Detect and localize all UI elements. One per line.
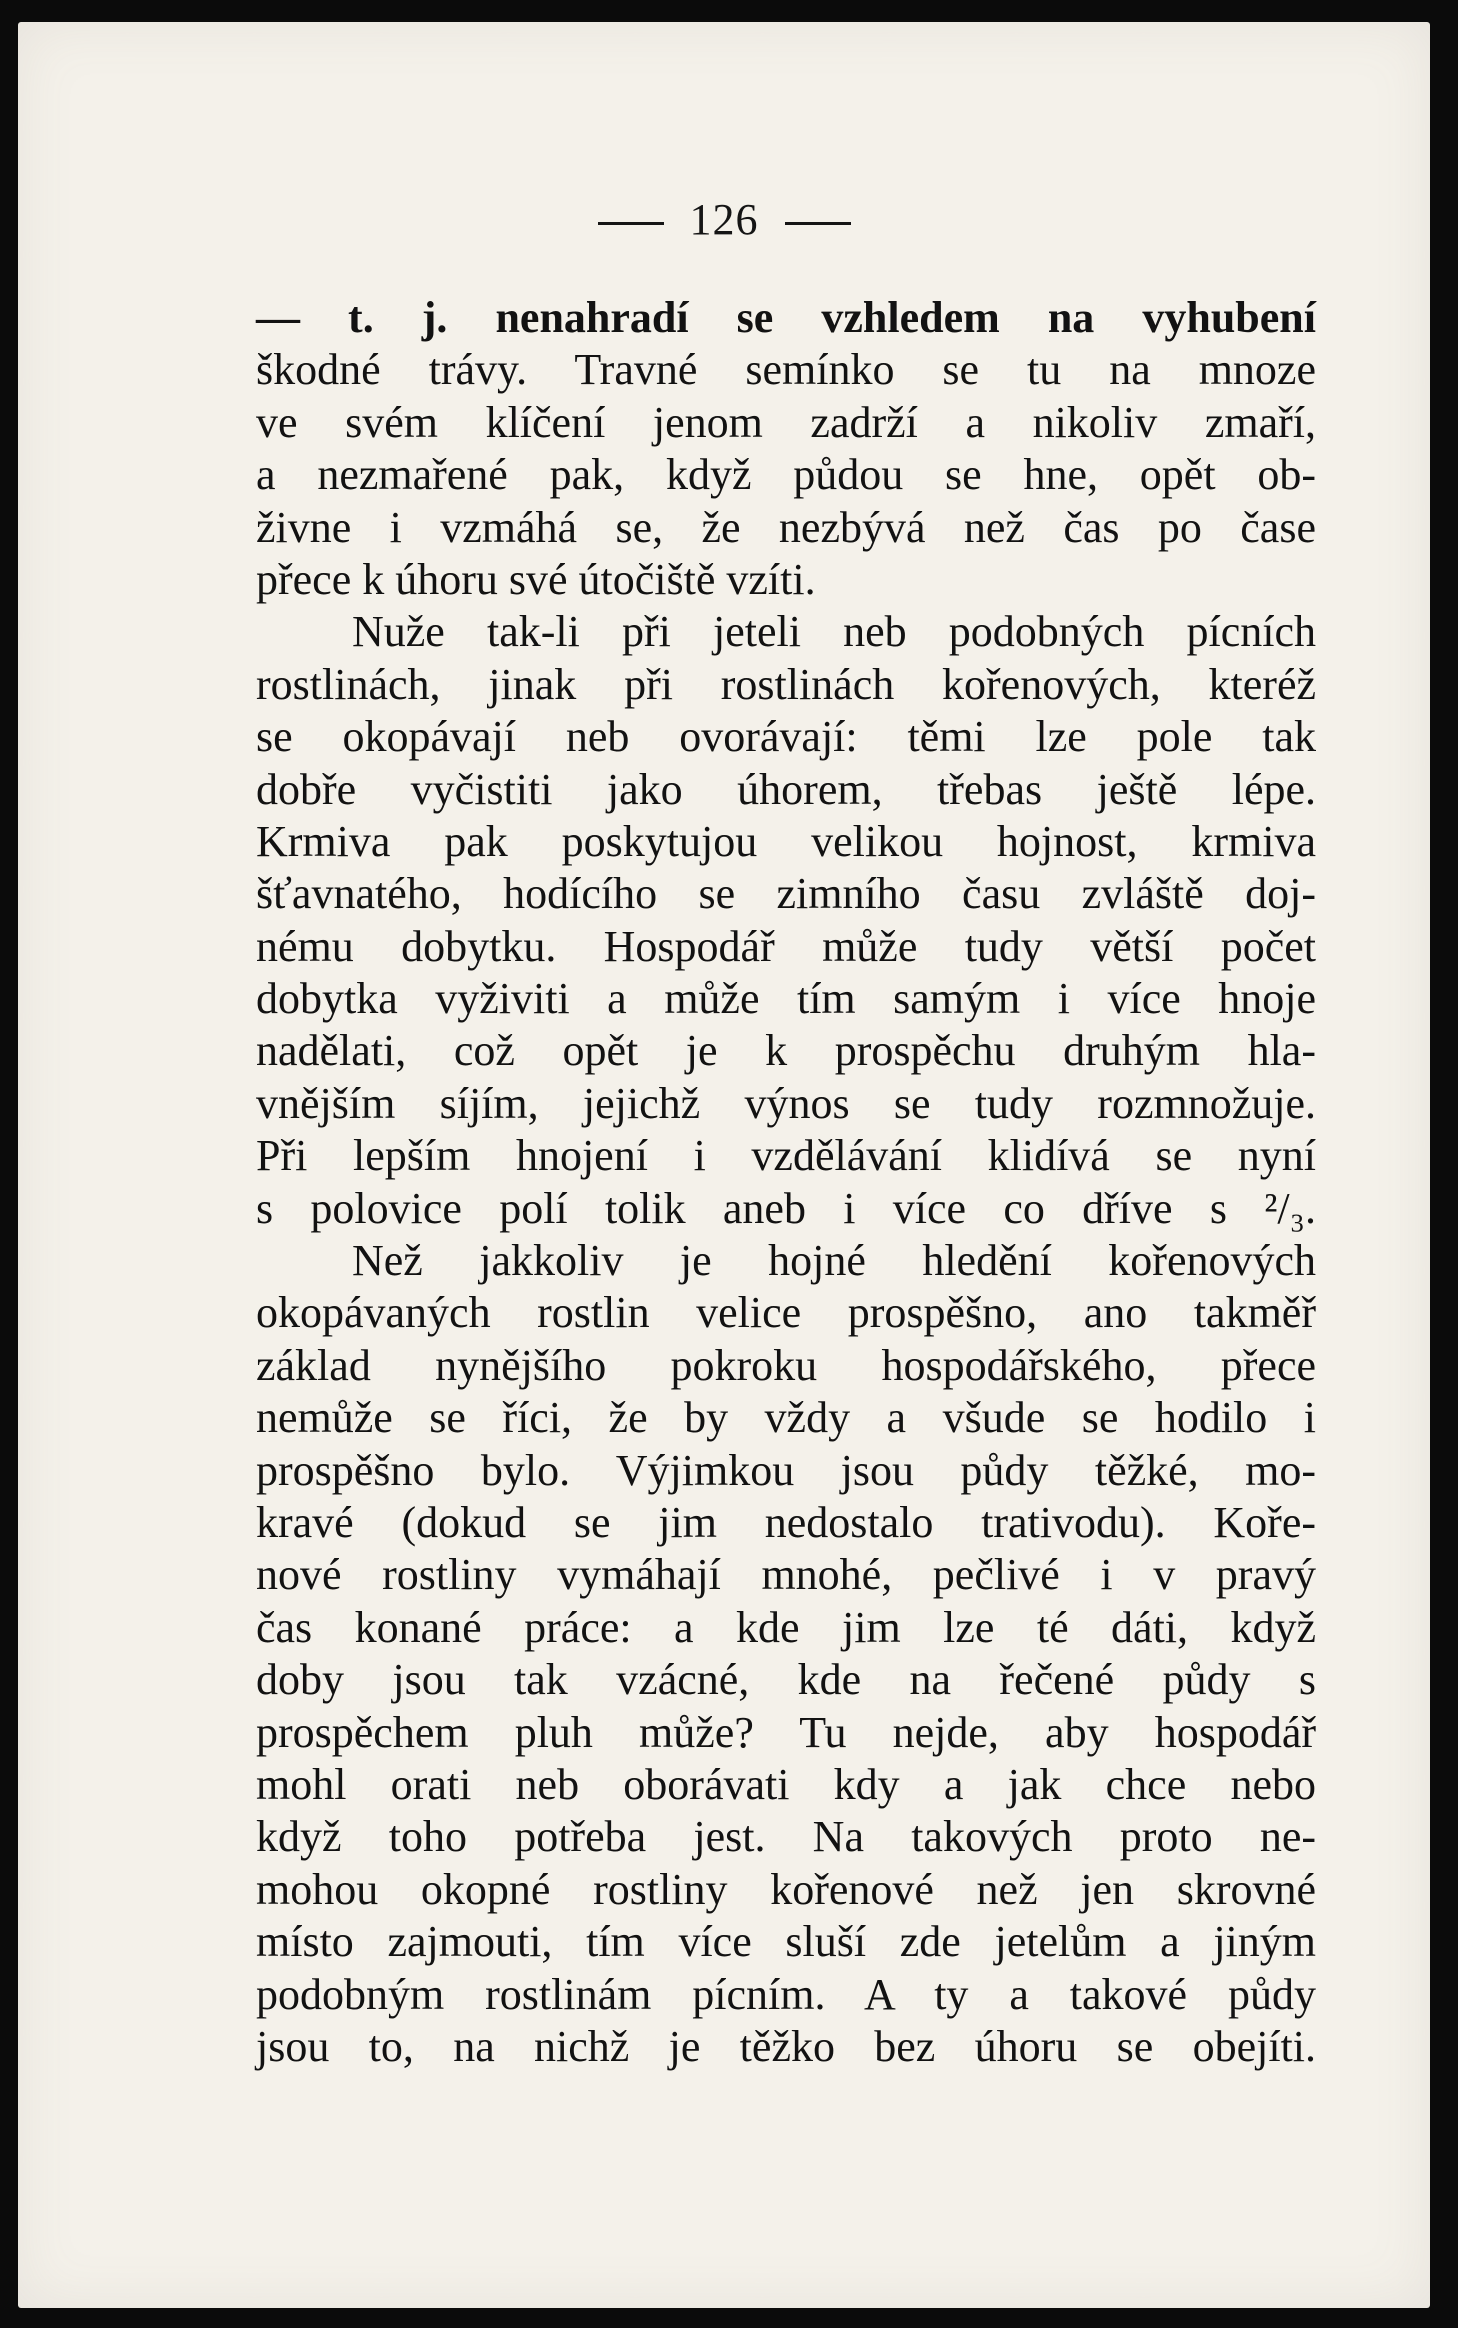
text-line: nému dobytku. Hospodář může tudy větší počet (256, 921, 1316, 971)
text-line: základ nynějšího pokroku hospodářského, přece (256, 1340, 1316, 1390)
text-line: nové rostliny vymáhají mnohé, pečlivé i v pravý (256, 1550, 1316, 1600)
text-line: dobytka vyživiti a může tím samým i více hnoje (256, 974, 1316, 1024)
header-dash-left (598, 222, 664, 225)
text-line: okopávaných rostlin velice prospěšno, ano takměř (256, 1288, 1316, 1338)
text-line: místo zajmouti, tím více sluší zde jetelům a jiným (256, 1917, 1316, 1967)
text-line: škodné trávy. Travné semínko se tu na mnoze (256, 345, 1316, 395)
text-line: — t. j. nenahradí se vzhledem na vyhubení (256, 293, 1316, 342)
text-line: ve svém klíčení jenom zadrží a nikoliv zmaří, (256, 397, 1316, 447)
text-line: rostlinách, jinak při rostlinách kořenových, kteréž (256, 659, 1316, 709)
body-text (256, 292, 1316, 2073)
page-number: 126 (689, 195, 759, 244)
header-dash-right (785, 222, 851, 225)
text-line: mohou okopné rostliny kořenové než jen skrovné (256, 1864, 1316, 1914)
page-header (18, 194, 1430, 245)
text-line: doby jsou tak vzácné, kde na řečené půdy s (256, 1655, 1316, 1705)
text-line: vnějším síjím, jejichž výnos se tudy rozmnožuje. (256, 1078, 1316, 1128)
text-line: jsou to, na nichž je těžko bez úhoru se obejíti. (256, 2021, 1316, 2071)
text-line: nadělati, což opět je k prospěchu druhým hla- (256, 1026, 1316, 1076)
text-line: Krmiva pak poskytujou velikou hojnost, krmiva (256, 816, 1316, 866)
text-line: Při lepším hnojení i vzdělávání klidívá se nyní (256, 1131, 1316, 1181)
text-line: prospěchem pluh může? Tu nejde, aby hospodář (256, 1707, 1316, 1757)
text-line: mohl orati neb oborávati kdy a jak chce nebo (256, 1759, 1316, 1809)
text-line: se okopávají neb ovorávají: těmi lze pole tak (256, 712, 1316, 762)
text-line: Než jakkoliv je hojné hledění kořenových (352, 1236, 1316, 1286)
text-line: kravé (dokud se jim nedostalo trativodu). Kořе- (256, 1497, 1316, 1547)
text-line: dobře vyčistiti jako úhorem, třebas ještě lépe. (256, 764, 1316, 814)
text-line: nemůže se říci, že by vždy a všude se hodilo i (256, 1393, 1316, 1443)
text-line: a nezmařené pak, když půdou se hne, opět ob- (256, 450, 1316, 500)
text-line: s polovice polí tolik aneb i více co dříve s ²/₃. (256, 1183, 1316, 1233)
text-line: živne i vzmáhá se, že nezbývá než čas po čase (256, 502, 1316, 552)
text-line: prospěšno bylo. Výjimkou jsou půdy těžké, mo- (256, 1445, 1316, 1495)
text-line: přece k úhoru své útočiště vzíti. (256, 554, 816, 604)
text-line: Nuže tak-li při jeteli neb podobných pícních (352, 607, 1316, 657)
text-line: podobným rostlinám pícním. A ty a takové půdy (256, 1969, 1316, 2019)
text-line: když toho potřeba jest. Na takových proto ne- (256, 1812, 1316, 1862)
text-line: čas konané práce: a kde jim lze té dáti, když (256, 1602, 1316, 1652)
text-line: šťavnatého, hodícího se zimního času zvláště doj- (256, 869, 1316, 919)
book-page (18, 22, 1430, 2308)
